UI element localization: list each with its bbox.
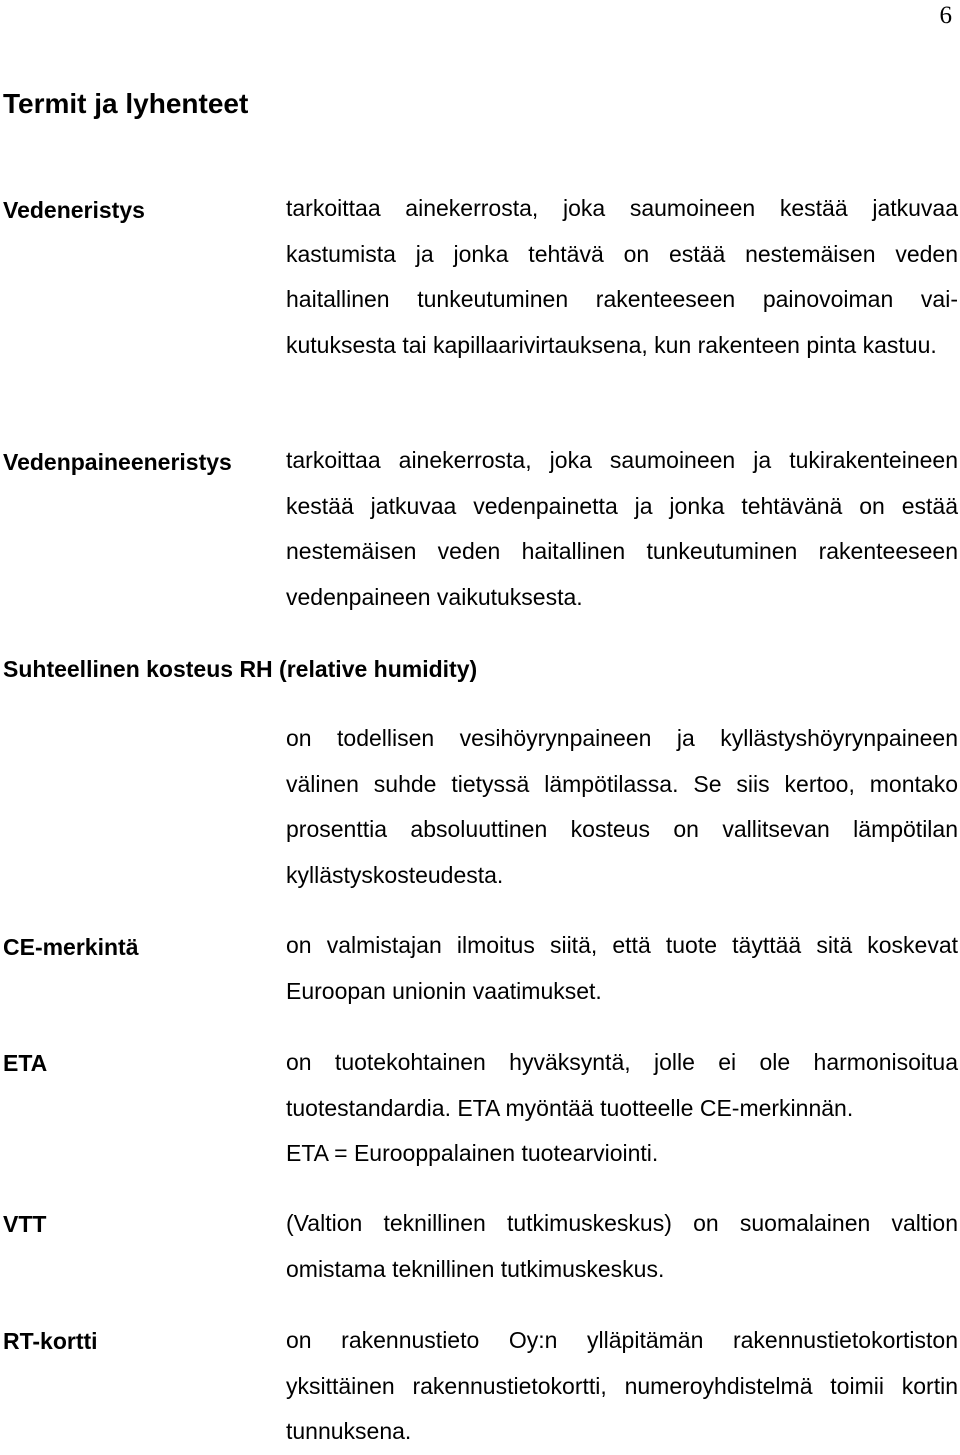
- term-ce-merkinta: CE-merkintä: [3, 934, 139, 960]
- definition-eta: [286, 1040, 958, 1177]
- term-vedeneristys: Vedeneristys: [3, 197, 145, 223]
- definition-vedeneristys: tarkoittaa ainekerrosta, joka saumoineen kestää jatkuvaa kastumista ja jonka tehtävä on estää nestemäisen veden haitallinen tunkeutuminen rakenteeseen painovoiman vaikutuksesta tai kapillaarivirtauksena, kun rakenteen pinta kastuu.: [286, 195, 958, 358]
- definition-eta-text: on tuotekohtainen hyväksyntä, jolle ei ole harmonisoitua tuotestandardia. ETA myöntää tuotteelle CE-merkinnän.: [286, 1049, 958, 1121]
- page-title: Termit ja lyhenteet: [3, 88, 249, 119]
- page-number: 6: [939, 2, 952, 29]
- term-vtt: VTT: [3, 1211, 47, 1237]
- term-rt-kortti: RT-kortti: [3, 1328, 98, 1354]
- term-vedenpaineeneristys: Vedenpaineeneristys: [3, 449, 232, 475]
- term-eta: ETA: [3, 1050, 48, 1076]
- definition-eta-expansion: ETA = Eurooppalainen tuotearviointi.: [286, 1140, 659, 1166]
- definition-vtt: (Valtion teknillinen tutkimuskeskus) on suomalainen valtion omistama teknillinen tutkimuskeskus.: [286, 1210, 958, 1282]
- term-suhteellinen-kosteus: Suhteellinen kosteus RH (relative humidity): [3, 656, 478, 682]
- definition-rt-kortti: on rakennustieto Oy:n ylläpitämän rakennustietokortiston yksittäinen rakennustietokortti, numeroyhdistelmä toimii kortin tunnuksena.: [286, 1327, 958, 1444]
- definition-ce-merkinta: on valmistajan ilmoitus siitä, että tuote täyttää sitä koskevat Euroopan unionin vaatimukset.: [286, 932, 958, 1004]
- definition-suhteellinen-kosteus: on todellisen vesihöyrynpaineen ja kyllästyshöyrynpaineen välinen suhde tietyssä lämpötilassa. Se siis kertoo, montako prosenttia absoluuttinen kosteus on vallitsevan lämpötilan kyllästyskosteudesta.: [286, 725, 958, 888]
- definition-vedenpaineeneristys: tarkoittaa ainekerrosta, joka saumoineen ja tukirakenteineen kestää jatkuvaa vedenpainetta ja jonka tehtävänä on estää nestemäisen veden haitallinen tunkeutuminen rakenteeseen vedenpaineen vaikutuksesta.: [286, 447, 958, 610]
